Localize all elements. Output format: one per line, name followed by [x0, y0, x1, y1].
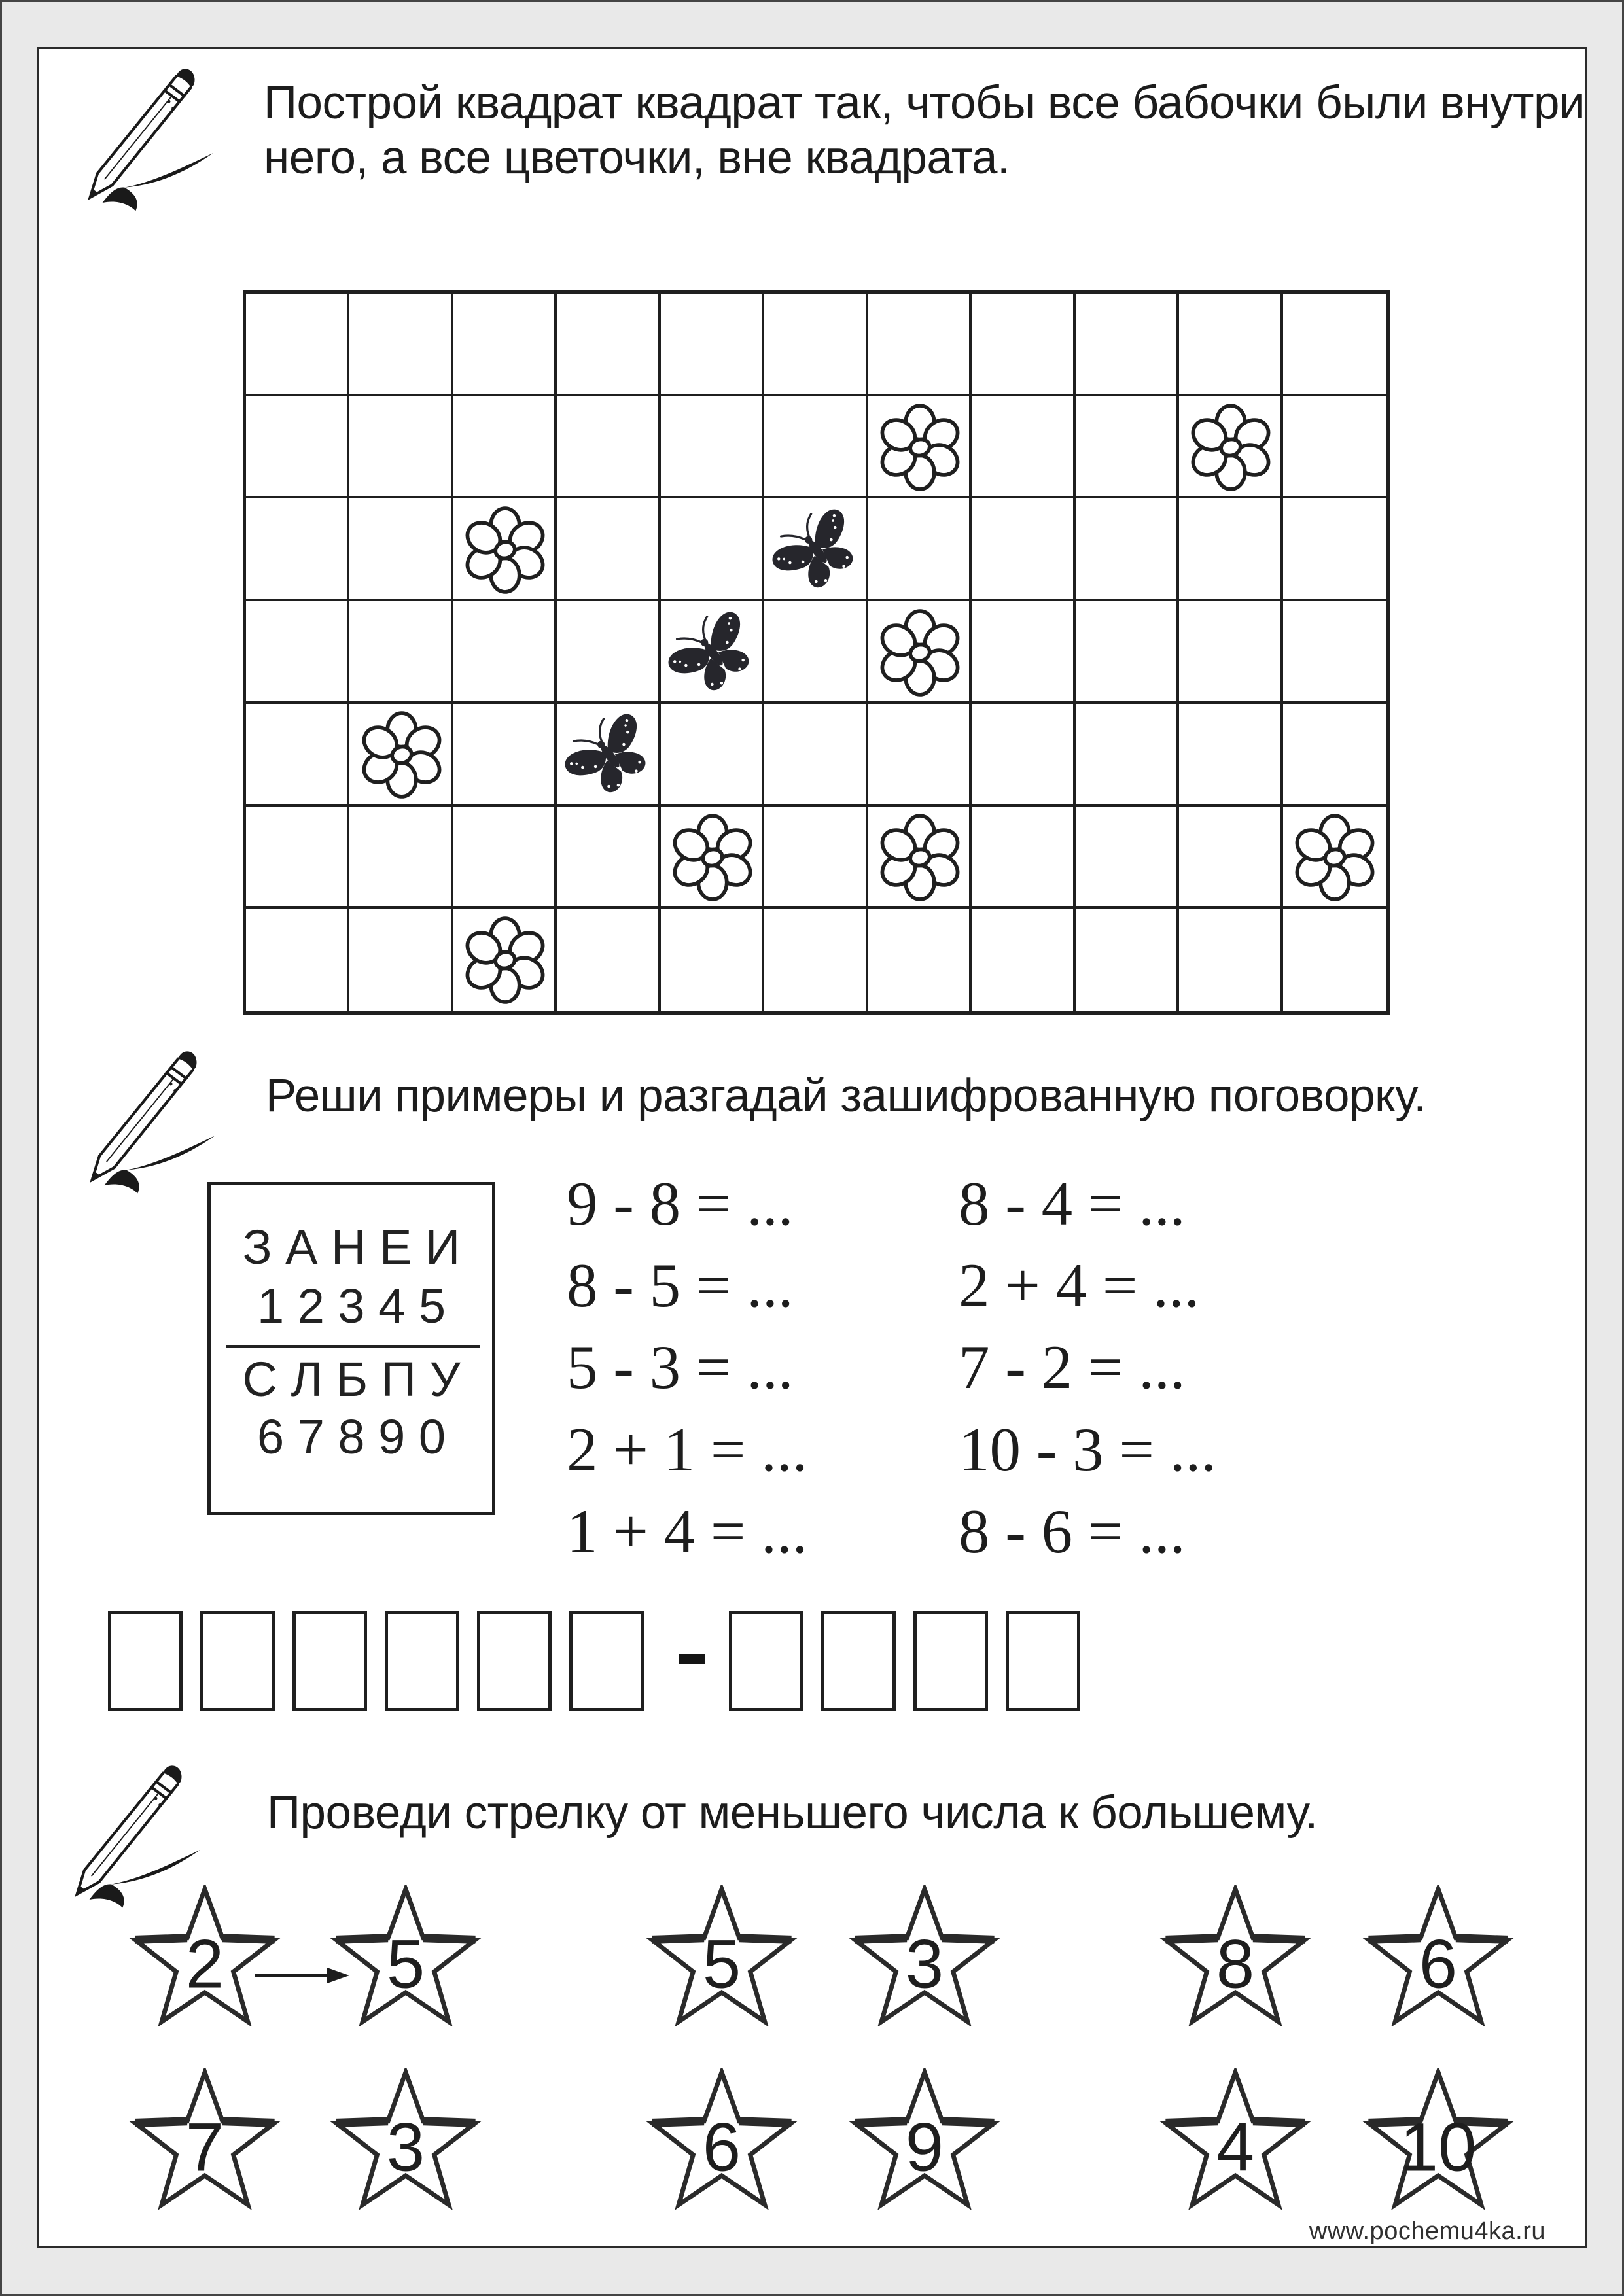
math-example: 1 + 4 = ...	[567, 1497, 808, 1566]
answer-box[interactable]	[385, 1611, 459, 1711]
grid-cell[interactable]	[661, 294, 764, 396]
grid-cell[interactable]	[972, 601, 1075, 704]
answer-separator-dash	[679, 1654, 705, 1664]
grid-cell[interactable]	[557, 396, 660, 499]
answer-box[interactable]	[729, 1611, 803, 1711]
grid-cell[interactable]	[246, 601, 349, 704]
grid-cell[interactable]	[1283, 807, 1386, 909]
grid-cell[interactable]	[453, 601, 557, 704]
example-arrow-icon	[254, 1962, 352, 1989]
star-number: 6	[702, 2109, 741, 2186]
grid-cell[interactable]	[349, 909, 453, 1011]
grid-cell[interactable]	[1076, 807, 1179, 909]
grid-cell[interactable]	[764, 807, 868, 909]
star[interactable]	[643, 1885, 800, 2026]
grid-cell[interactable]	[868, 294, 972, 396]
grid-cell[interactable]	[868, 704, 972, 807]
grid-cell[interactable]	[1179, 498, 1282, 601]
star[interactable]	[1360, 2068, 1517, 2210]
star[interactable]	[846, 2068, 1003, 2210]
grid-cell[interactable]	[349, 294, 453, 396]
math-example: 7 - 2 = ...	[959, 1332, 1186, 1402]
grid-cell[interactable]	[972, 396, 1075, 499]
answer-box[interactable]	[200, 1611, 275, 1711]
grid-cell[interactable]	[246, 807, 349, 909]
cipher-divider	[226, 1345, 480, 1348]
grid-cell[interactable]	[1076, 704, 1179, 807]
star-number: 2	[185, 1926, 224, 2003]
star-number: 3	[905, 1926, 944, 2003]
grid-cell[interactable]	[1283, 909, 1386, 1011]
math-example: 5 - 3 = ...	[567, 1332, 794, 1402]
grid-cell[interactable]	[349, 807, 453, 909]
grid-cell[interactable]	[1179, 396, 1282, 499]
grid-cell[interactable]	[661, 396, 764, 499]
grid-cell[interactable]	[1179, 909, 1282, 1011]
grid-cell[interactable]	[1179, 601, 1282, 704]
cipher-bottom-numbers: 6 7 8 9 0	[256, 1410, 446, 1464]
grid-cell[interactable]	[349, 704, 453, 807]
answer-box[interactable]	[477, 1611, 552, 1711]
star-number: 5	[386, 1926, 425, 2003]
grid-cell[interactable]	[246, 704, 349, 807]
star[interactable]	[1360, 1885, 1517, 2026]
grid-cell[interactable]	[1283, 498, 1386, 601]
grid-cell[interactable]	[453, 704, 557, 807]
grid-cell[interactable]	[246, 909, 349, 1011]
grid-cell[interactable]	[764, 294, 868, 396]
star-number: 5	[702, 1926, 741, 2003]
grid-cell[interactable]	[246, 294, 349, 396]
grid-cell[interactable]	[453, 909, 557, 1011]
math-example: 8 - 5 = ...	[567, 1251, 794, 1320]
grid-cell[interactable]	[972, 909, 1075, 1011]
grid-cell[interactable]	[1179, 704, 1282, 807]
star-number: 8	[1216, 1926, 1255, 2003]
answer-box[interactable]	[569, 1611, 644, 1711]
cipher-key-box	[207, 1182, 495, 1515]
grid-cell[interactable]	[557, 807, 660, 909]
grid-cell[interactable]	[764, 601, 868, 704]
star[interactable]	[327, 2068, 484, 2210]
grid-cell[interactable]	[453, 807, 557, 909]
grid-cell[interactable]	[246, 396, 349, 499]
grid-cell[interactable]	[349, 396, 453, 499]
grid-cell[interactable]	[972, 294, 1075, 396]
grid-cell[interactable]	[661, 807, 764, 909]
grid-cell[interactable]	[661, 909, 764, 1011]
grid-cell[interactable]	[557, 498, 660, 601]
task3-instruction: Проведи стрелку от меньшего числа к большему.	[267, 1787, 1318, 1839]
grid-cell[interactable]	[661, 498, 764, 601]
grid-cell[interactable]	[1076, 909, 1179, 1011]
task1-instruction-line2: него, а все цветочки, вне квадрата.	[264, 132, 1010, 184]
math-example: 9 - 8 = ...	[567, 1169, 794, 1238]
grid-cell[interactable]	[868, 396, 972, 499]
star[interactable]	[126, 1885, 283, 2026]
star[interactable]	[1157, 1885, 1314, 2026]
cipher-top-letters: З А Н Е И	[242, 1220, 461, 1274]
star[interactable]	[1157, 2068, 1314, 2210]
star-number: 7	[185, 2109, 224, 2186]
answer-box[interactable]	[913, 1611, 988, 1711]
puzzle-grid	[243, 290, 1390, 1015]
math-example: 2 + 1 = ...	[567, 1415, 808, 1484]
star-number: 10	[1400, 2109, 1477, 2186]
star-number: 6	[1419, 1926, 1458, 2003]
grid-cell[interactable]	[972, 807, 1075, 909]
pencil-icon	[69, 1044, 222, 1208]
star-number: 4	[1216, 2109, 1255, 2186]
grid-cell[interactable]	[349, 601, 453, 704]
star-number: 9	[905, 2109, 944, 2186]
grid-cell[interactable]	[868, 807, 972, 909]
grid-cell[interactable]	[868, 601, 972, 704]
star[interactable]	[643, 2068, 800, 2210]
grid-cell[interactable]	[557, 294, 660, 396]
grid-cell[interactable]	[661, 601, 764, 704]
grid-cell[interactable]	[557, 704, 660, 807]
grid-cell[interactable]	[453, 294, 557, 396]
grid-cell[interactable]	[557, 909, 660, 1011]
grid-cell[interactable]	[1283, 704, 1386, 807]
grid-cell[interactable]	[1076, 498, 1179, 601]
cipher-top-numbers: 1 2 3 4 5	[256, 1279, 446, 1333]
grid-cell[interactable]	[764, 498, 868, 601]
page	[37, 47, 1587, 2248]
answer-box[interactable]	[108, 1611, 183, 1711]
grid-cell[interactable]	[1076, 294, 1179, 396]
grid-cell[interactable]	[1283, 294, 1386, 396]
grid-cell[interactable]	[764, 396, 868, 499]
math-example: 2 + 4 = ...	[959, 1251, 1200, 1320]
grid-cell[interactable]	[349, 498, 453, 601]
math-example: 8 - 6 = ...	[959, 1497, 1186, 1566]
math-example: 10 - 3 = ...	[959, 1415, 1216, 1484]
grid-cell[interactable]	[764, 909, 868, 1011]
grid-cell[interactable]	[972, 704, 1075, 807]
grid-cell[interactable]	[764, 704, 868, 807]
answer-box[interactable]	[1006, 1611, 1080, 1711]
star-number: 3	[386, 2109, 425, 2186]
answer-box[interactable]	[821, 1611, 896, 1711]
grid-cell[interactable]	[1283, 396, 1386, 499]
pencil-icon	[67, 61, 221, 225]
grid-cell[interactable]	[246, 498, 349, 601]
grid-cell[interactable]	[557, 601, 660, 704]
grid-cell[interactable]	[1283, 601, 1386, 704]
task1-instruction-line1: Построй квадрат квадрат так, чтобы все бабочки были внутри	[264, 77, 1585, 129]
grid-cell[interactable]	[972, 498, 1075, 601]
task2-instruction: Реши примеры и разгадай зашифрованную поговорку.	[266, 1070, 1426, 1122]
grid-cell[interactable]	[661, 704, 764, 807]
math-example: 8 - 4 = ...	[959, 1169, 1186, 1238]
grid-cell[interactable]	[868, 498, 972, 601]
grid-cell[interactable]	[453, 498, 557, 601]
grid-cell[interactable]	[1179, 294, 1282, 396]
grid-cell[interactable]	[1076, 601, 1179, 704]
grid-cell[interactable]	[453, 396, 557, 499]
footer-site-url: www.pochemu4ka.ru	[1309, 2218, 1545, 2245]
star[interactable]	[327, 1885, 484, 2026]
answer-box[interactable]	[292, 1611, 367, 1711]
star[interactable]	[846, 1885, 1003, 2026]
grid-cell[interactable]	[1179, 807, 1282, 909]
grid-cell[interactable]	[1076, 396, 1179, 499]
grid-cell[interactable]	[868, 909, 972, 1011]
star[interactable]	[126, 2068, 283, 2210]
cipher-bottom-letters: С Л Б П У	[242, 1352, 461, 1406]
